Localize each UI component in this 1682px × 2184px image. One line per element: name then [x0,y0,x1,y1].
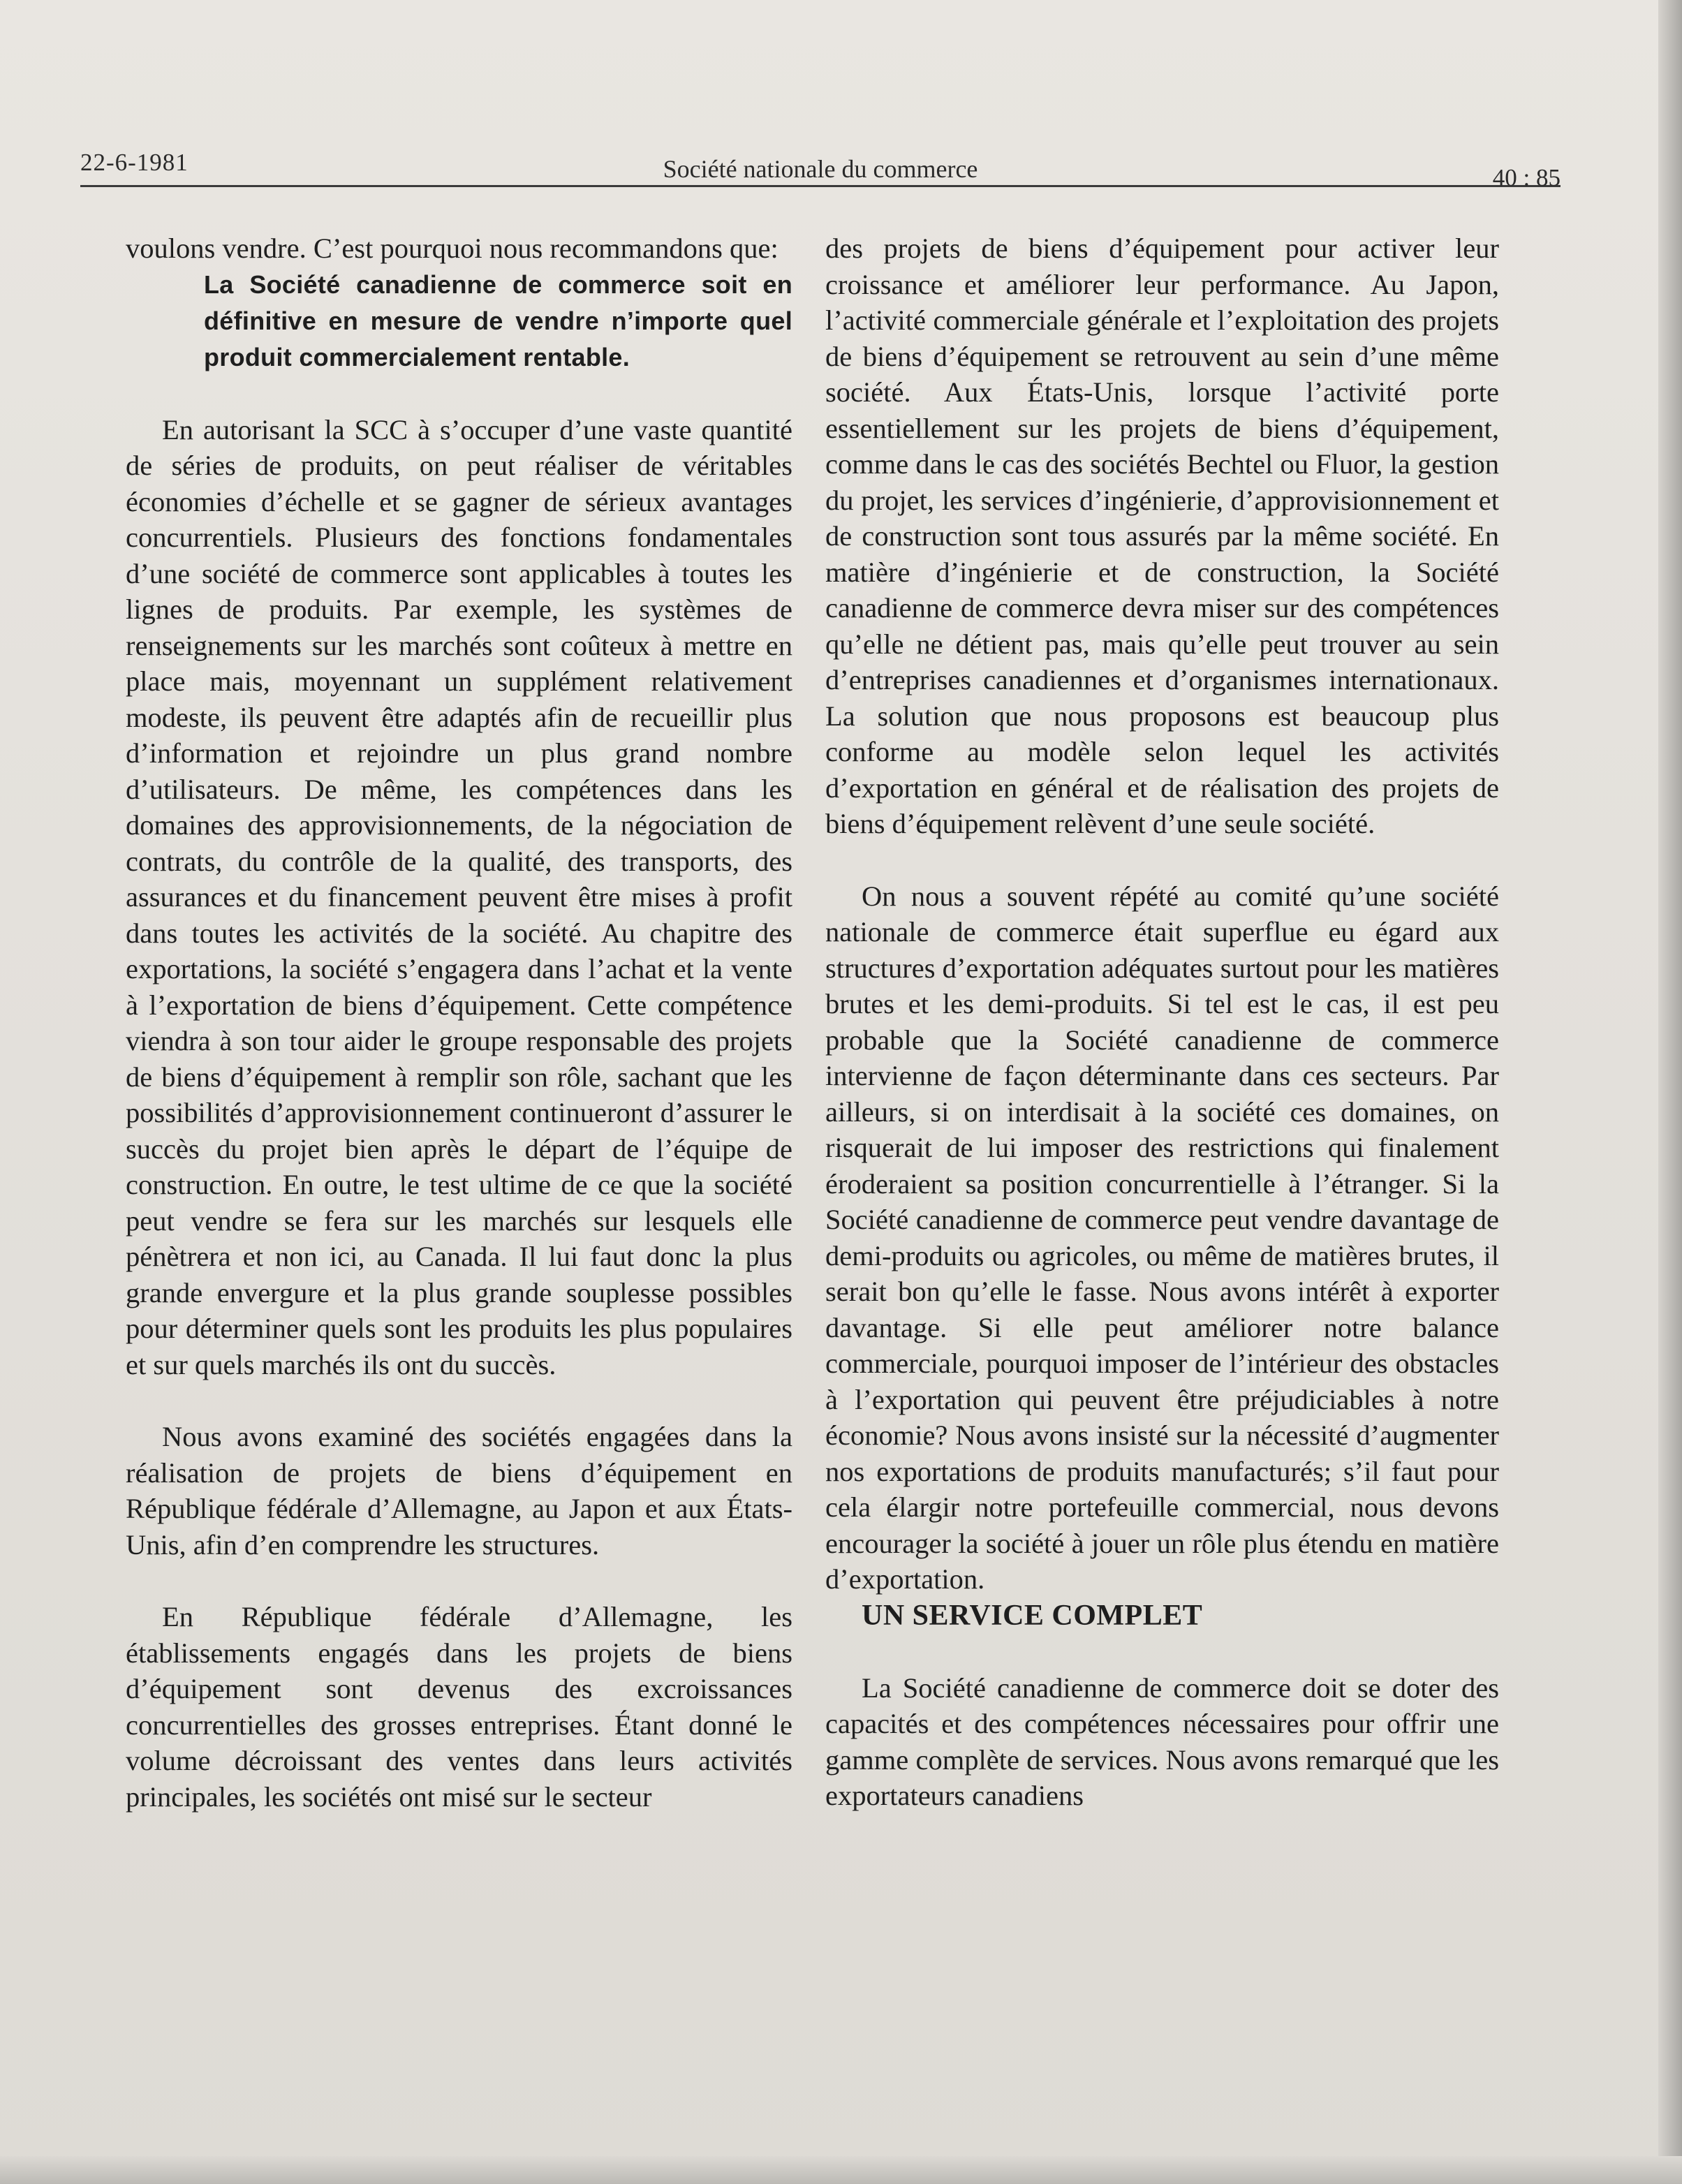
left-column [126,230,792,1815]
right-column [825,230,1499,1814]
header-date: 22-6-1981 [80,149,189,176]
header-title: Société nationale du commerce [663,155,978,183]
recommendation: La Société canadienne de commerce soit en définitive en mesure de vendre n’importe quel produit commercialement rentable. [204,270,792,371]
left-paragraph-1: voulons vendre. C’est pourquoi nous recommandons que: [126,233,779,264]
section-heading: UN SERVICE COMPLET [862,1599,1203,1632]
right-paragraph-3: La Société canadienne de commerce doit se doter des capacités et des compétences nécessaires pour offrir une gamme complète de services. Nous avons remarqué que les exportateurs canadiens [825,1672,1499,1811]
left-paragraph-2: En autorisant la SCC à s’occuper d’une vaste quantité de séries de produits, on peut réaliser de véritables économies d’échelle et se gagner de sérieux avantages concurrentiels. Plusieurs des fonctions fondamentales d’une société de commerce sont applicables à toutes les lignes de produits. Par exemple, les systèmes de renseignements sur les marchés sont coûteux à mettre en place mais, moyennant un supplément relativement modeste, ils peuvent être adaptés afin de recueillir plus d’information et rejoindre un plus grand nombre d’utilisateurs. De même, les compétences dans les domaines des approvisionnements, de la négociation de contrats, du contrôle de la qualité, des transports, des assurances et du financement peuvent être mises à profit dans toutes les activités de la société. Au chapitre des exportations, la société s’engagera dans l’achat et la vente à l’exportation de biens d’équipement. Cette compétence viendra à son tour aider le groupe responsable des projets de biens d’équipement à remplir son rôle, sachant que les possibilités d’approvisionnement continueront d’assurer le succès du projet bien après le départ de l’équipe de construction. En outre, le test ultime de ce que la société peut vendre se fera sur les marchés sur lesquels elle pénètrera et non ici, au Canada. Il lui faut donc la plus grande envergure et la plus grande souplesse possibles pour déterminer quels sont les produits les plus populaires et sur quels marchés ils ont du succès. [126,413,792,1380]
page-bottom-shadow [0,2156,1682,2184]
right-paragraph-2: On nous a souvent répété au comité qu’une société nationale de commerce était superflue eu égard aux structures d’exportation adéquates surtout pour les matières brutes et les demi-produits. Si tel est le cas, il est peu probable que la Société canadienne de commerce intervienne de façon déterminante dans ces secteurs. Par ailleurs, si on interdisait à la société ces domaines, on risquerait de lui imposer des restrictions qui finalement éroderaient sa position concurrentielle à l’étranger. Si la Société canadienne de commerce peut vendre davantage de demi-produits ou agricoles, ou même de matières brutes, il serait bon qu’elle le fasse. Nous avons intérêt à exporter davantage. Si elle peut améliorer notre balance commerciale, pourquoi imposer de l’intérieur des obstacles à l’exportation qui peuvent être préjudiciables à notre économie? Nous avons insisté sur la nécessité d’augmenter nos exportations de produits manufacturés; s’il faut pour cela élargir notre portefeuille commercial, nous devons encourager la société à jouer un rôle plus étendu en matière d’exportation. [825,880,1499,1595]
header-page-number: 40 : 85 [1492,164,1561,191]
page-edge-shadow [1658,0,1682,2184]
right-paragraph-1: des projets de biens d’équipement pour activer leur croissance et améliorer leur performance. Au Japon, l’activité commerciale générale et l’exploitation des projets de biens d’équipement se retrouvent au sein d’une même société. Aux États-Unis, lorsque l’activité porte essentiellement sur les projets de biens d’équipement, comme dans le cas des sociétés Bechtel ou Fluor, la gestion du projet, les services d’ingénierie, d’approvisionnement et de construction sont tous assurés par la même société. En matière d’ingénierie et de construction, la Société canadienne de commerce devra miser sur des compétences qu’elle ne détient pas, mais qu’elle peut trouver au sein d’entreprises canadiennes et d’organismes internationaux. La solution que nous proposons est beaucoup plus conforme au modèle selon lequel les activités d’exportation en général et de réalisation des projets de biens d’équipement relèvent d’une seule société. [825,233,1499,839]
left-paragraph-3: Nous avons examiné des sociétés engagées dans la réalisation de projets de biens d’équipement en République fédérale d’Allemagne, au Japon et aux États-Unis, afin d’en comprendre les structures. [126,1421,792,1560]
running-header [80,143,1561,191]
left-paragraph-4: En République fédérale d’Allemagne, les établissements engagés dans les projets de biens d’équipement sont devenus des excroissances concurrentielles des grosses entreprises. Étant donné le volume décroissant des ventes dans leurs activités principales, les sociétés ont misé sur le secteur [126,1601,792,1813]
